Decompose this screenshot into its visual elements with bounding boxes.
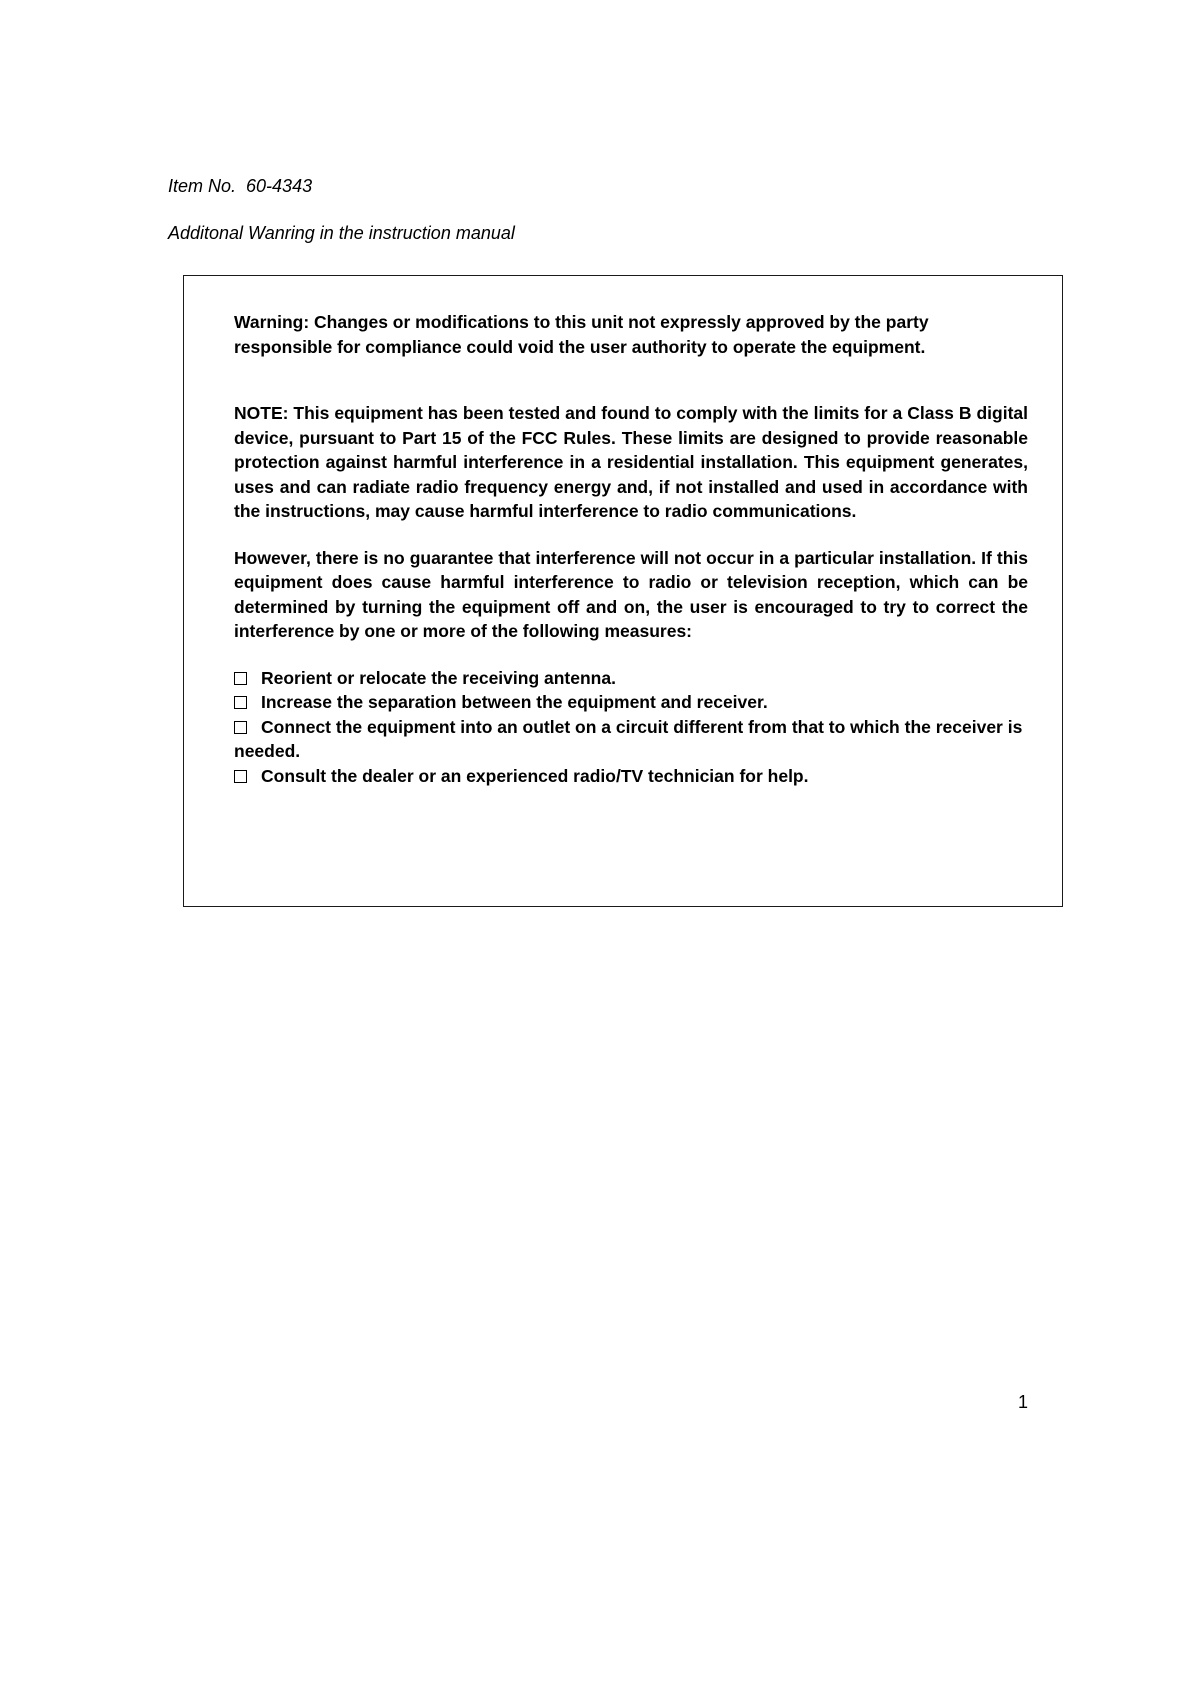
- measure-item: [234, 715, 1028, 764]
- measure-text: Reorient or relocate the receiving antenna.: [261, 667, 616, 688]
- fcc-notice-box: [183, 275, 1063, 907]
- page-number: 1: [1018, 1392, 1029, 1412]
- checkbox-icon: [234, 770, 247, 783]
- item-number-line: [168, 175, 312, 197]
- checkbox-icon: [234, 696, 247, 709]
- measure-text: Consult the dealer or an experienced radio/TV technician for help.: [261, 765, 809, 786]
- warning-paragraph: Warning: Changes or modifications to this unit not expressly approved by the party responsible for compliance could void the user authority to operate the equipment.: [234, 312, 929, 357]
- note-paragraph: NOTE: This equipment has been tested and found to comply with the limits for a Class B digital device, pursuant to Part 15 of the FCC Rules. These limits are designed to provide reasonable protection against harmful interference in a residential installation. This equipment generates, uses and can radiate radio frequency energy and, if not installed and used in accordance with the instructions, may cause harmful interference to radio communications.: [234, 403, 1028, 521]
- measure-text: Increase the separation between the equipment and receiver.: [261, 692, 768, 712]
- measure-item: [234, 690, 1028, 715]
- document-subtitle: Additonal Wanring in the instruction manual: [168, 223, 515, 243]
- item-number-label: Item No.: [168, 176, 237, 196]
- notice-content: [234, 310, 1028, 788]
- checkbox-icon: [234, 721, 247, 734]
- measure-item: [234, 666, 1028, 691]
- measure-text: Connect the equipment into an outlet on a circuit different from that to which the receiver is needed.: [234, 716, 1023, 761]
- measure-item: [234, 764, 1028, 789]
- checkbox-icon: [234, 672, 247, 685]
- item-number-value: 60-4343: [246, 176, 313, 196]
- however-paragraph: However, there is no guarantee that interference will not occur in a particular installation. If this equipment does cause harmful interference to radio or television reception, which can be determined by turning the equipment off and on, the user is encouraged to try to correct the interference by one or more of the following measures:: [234, 547, 1028, 641]
- measures-list: [234, 666, 1028, 789]
